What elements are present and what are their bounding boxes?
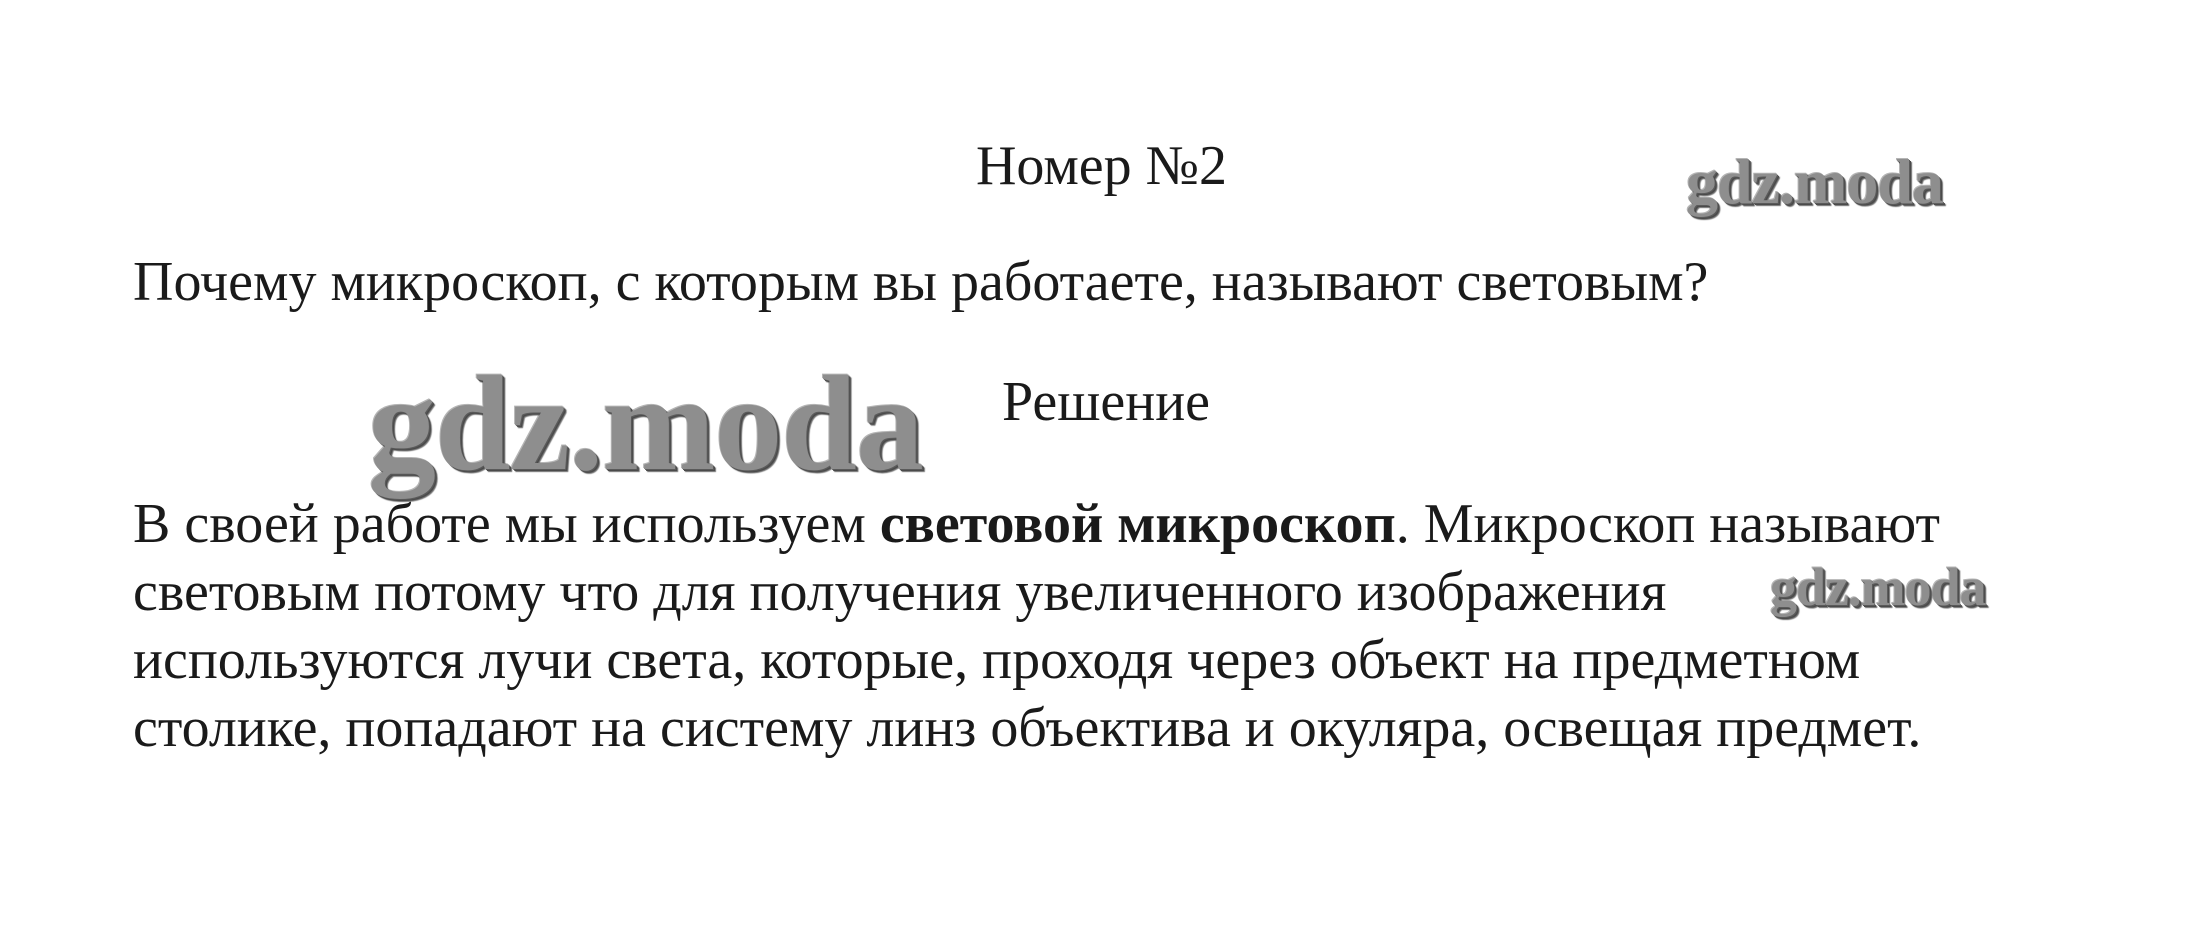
answer-paragraph	[133, 490, 2113, 762]
solution-heading: Решение	[1002, 371, 1211, 433]
watermark-logo-top: gdz.moda	[1686, 146, 1943, 217]
answer-line-2: световым потому что для получения увеличенного изображения	[133, 561, 1667, 623]
answer-line-4: столике, попадают на систему линз объектива и окуляра, освещая предмет.	[133, 697, 1922, 759]
watermark-logo-large: gdz.moda	[368, 349, 923, 499]
answer-bold-term: световой микроскоп	[879, 493, 1396, 555]
page-title: Номер №2	[975, 135, 1228, 197]
question-text: Почему микроскоп, с которым вы работаете, называют световым?	[133, 251, 1709, 313]
answer-line-3: используются лучи света, которые, проходя через объект на предметном	[133, 629, 1861, 691]
answer-line-1-end: . Микроскоп называют	[1395, 493, 1940, 555]
watermark-logo-inline: gdz.moda	[1770, 557, 1986, 617]
answer-line-1	[133, 490, 2113, 558]
answer-line-1-start: В своей работе мы используем	[133, 493, 880, 555]
